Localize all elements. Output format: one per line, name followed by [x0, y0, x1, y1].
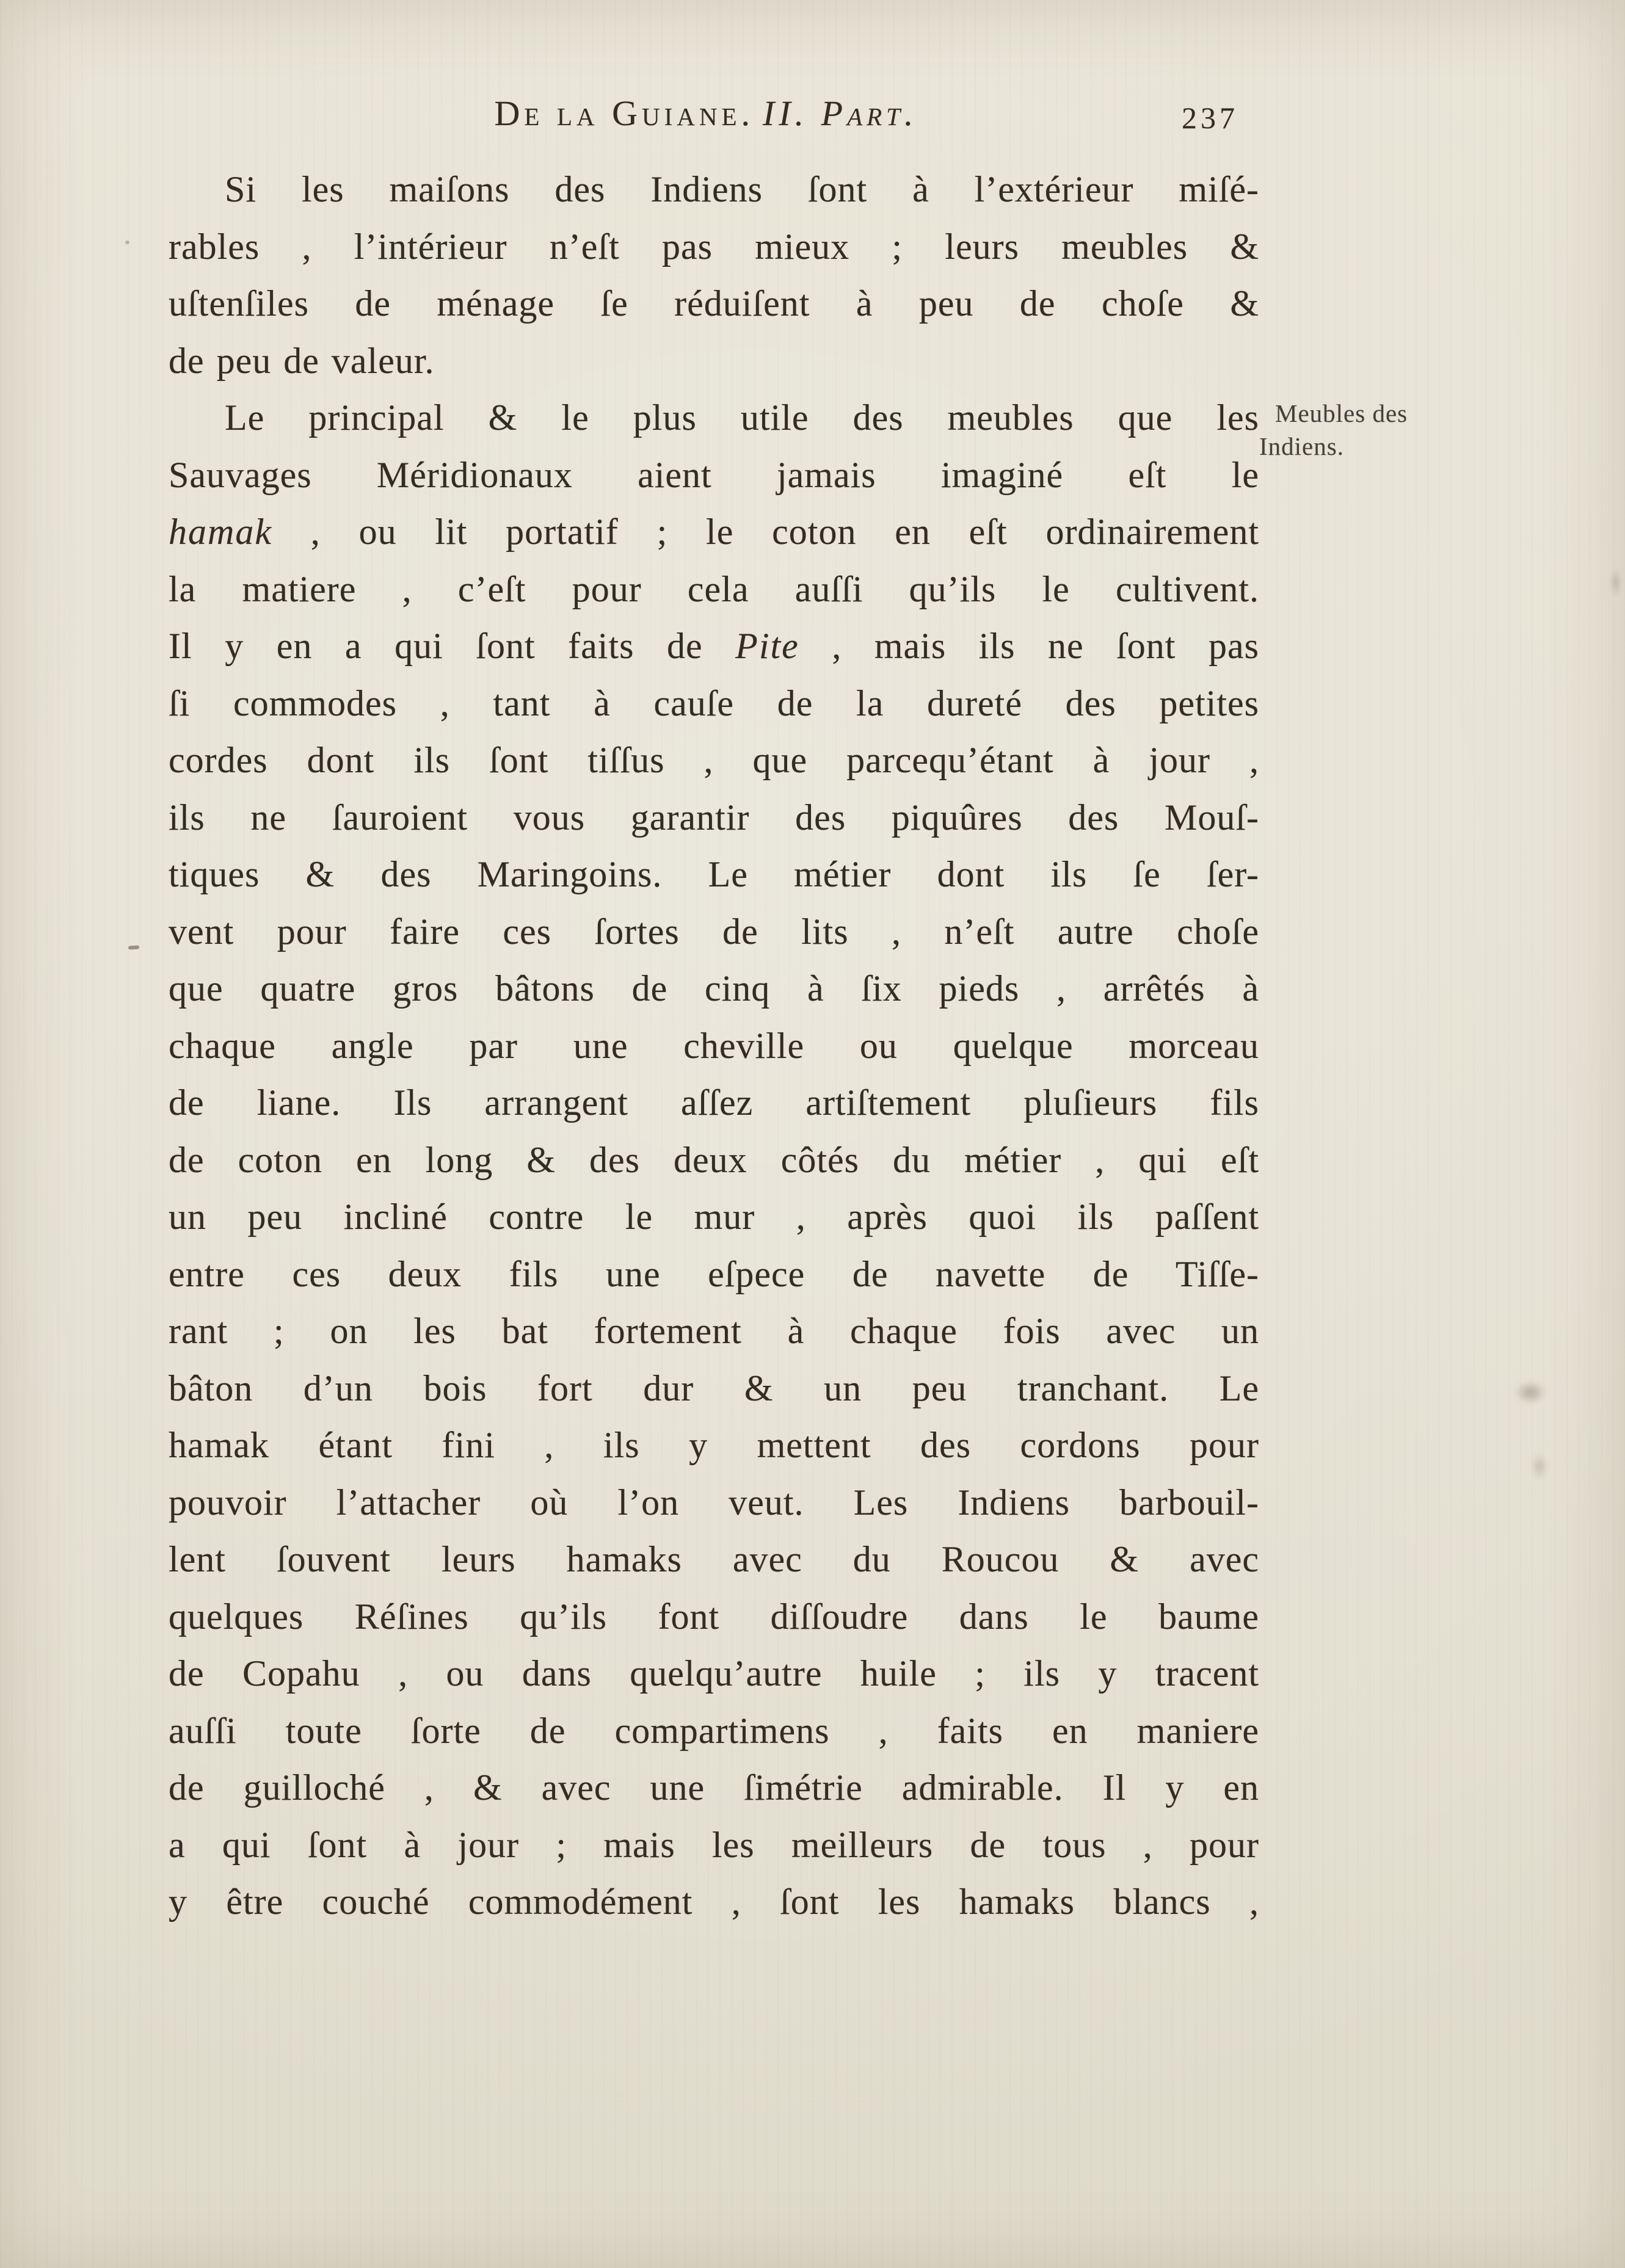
text-line	[169, 1703, 1259, 1760]
ink-speck	[128, 945, 139, 949]
text-line	[169, 1246, 1259, 1303]
margin-note-line: Meubles des	[1275, 399, 1408, 427]
text-line	[169, 1589, 1259, 1646]
text-line	[169, 333, 1259, 390]
text-line	[169, 960, 1259, 1018]
text-line	[169, 1303, 1259, 1360]
text-line	[169, 1417, 1259, 1474]
text-line	[169, 1132, 1259, 1189]
paper-smudge	[1532, 1453, 1547, 1480]
text-line	[169, 1759, 1259, 1817]
text-segment: y être couché commodément , ſont les hamaks blancs ,	[169, 1882, 1259, 1922]
text-segment: un peu incliné contre le mur , après quoi ils paſſent	[169, 1197, 1259, 1237]
text-segment: , mais ils ne ſont pas	[799, 626, 1259, 666]
text-segment: que quatre gros bâtons de cinq à ſix pieds , arrêtés à	[169, 968, 1259, 1009]
text-line	[169, 1874, 1259, 1931]
text-segment: de Copahu , ou dans quelqu’autre huile ; ils y tracent	[169, 1653, 1259, 1694]
text-segment: hamak étant fini , ils y mettent des cordons pour	[169, 1425, 1259, 1465]
text-line	[169, 561, 1259, 618]
text-segment: bâton d’un bois fort dur & un peu tranchant. Le	[169, 1368, 1259, 1408]
text-line	[169, 389, 1259, 447]
text-segment: entre ces deux fils une eſpece de navette de Tiſſe-	[169, 1253, 1259, 1294]
text-line	[169, 1474, 1259, 1532]
text-segment: quelques Réſines qu’ils font diſſoudre dans le baume	[169, 1596, 1259, 1637]
running-title-part: II. Part.	[763, 93, 918, 133]
text-segment: vent pour faire ces ſortes de lits , n’eſt autre choſe	[169, 911, 1259, 952]
text-line	[169, 1817, 1259, 1874]
text-line	[169, 1360, 1259, 1418]
text-segment: ils ne ſauroient vous garantir des piquûres des Mouſ-	[169, 797, 1259, 838]
text-segment: Il y en a qui ſont faits de	[169, 626, 736, 666]
margin-note	[1259, 397, 1519, 463]
text-segment: de liane. Ils arrangent aſſez artiſtement pluſieurs fils	[169, 1082, 1259, 1123]
text-segment: , ou lit portatif ; le coton en eſt ordinairement	[272, 512, 1259, 552]
text-line	[169, 846, 1259, 904]
text-line	[169, 1074, 1259, 1132]
text-line	[169, 904, 1259, 961]
text-line	[169, 447, 1259, 504]
paper-smudge	[1514, 1381, 1546, 1404]
text-line	[169, 732, 1259, 789]
text-segment: Si les maiſons des Indiens ſont à l’extérieur miſé-	[225, 169, 1259, 209]
text-segment: de coton en long & des deux côtés du métier , qui eſt	[169, 1139, 1259, 1180]
text-line	[169, 219, 1259, 276]
text-segment: rables , l’intérieur n’eſt pas mieux ; leurs meubles &	[169, 226, 1259, 267]
text-segment: a qui ſont à jour ; mais les meilleurs de tous , pour	[169, 1824, 1259, 1865]
text-segment: rant ; on les bat fortement à chaque fois avec un	[169, 1311, 1259, 1351]
text-segment: la matiere , c’eſt pour cela auſſi qu’ils le cultivent.	[169, 568, 1259, 609]
paragraph	[169, 389, 1259, 1931]
ink-speck	[125, 241, 129, 244]
margin-note-line: Indiens.	[1259, 432, 1344, 460]
paper-smudge	[1610, 568, 1622, 597]
text-segment: ſi commodes , tant à cauſe de la dureté des petites	[169, 683, 1259, 723]
italic-text: hamak	[169, 512, 272, 552]
text-line	[169, 618, 1259, 675]
text-segment: tiques & des Maringoins. Le métier dont ils ſe ſer-	[169, 854, 1259, 894]
text-segment: cordes dont ils ſont tiſſus , que parcequ’étant à jour ,	[169, 740, 1259, 780]
text-line	[169, 504, 1259, 561]
text-segment: Le principal & le plus utile des meubles que les	[225, 397, 1259, 438]
paragraph	[169, 161, 1259, 389]
page-number: 237	[1182, 101, 1238, 135]
text-line	[169, 161, 1259, 219]
text-line	[169, 1645, 1259, 1703]
text-segment: uſtenſiles de ménage ſe réduiſent à peu de choſe &	[169, 283, 1259, 324]
text-segment: de guilloché , & avec une ſimétrie admirable. Il y en	[169, 1767, 1259, 1808]
text-line	[169, 1018, 1259, 1075]
italic-text: Pite	[735, 626, 799, 666]
text-line	[169, 1531, 1259, 1589]
text-line	[169, 275, 1259, 333]
text-segment: lent ſouvent leurs hamaks avec du Roucou & avec	[169, 1539, 1259, 1579]
text-line	[169, 789, 1259, 847]
text-line	[169, 675, 1259, 733]
text-segment: auſſi toute ſorte de compartimens , faits en maniere	[169, 1710, 1259, 1751]
text-segment: pouvoir l’attacher où l’on veut. Les Indiens barbouil-	[169, 1482, 1259, 1523]
text-segment: chaque angle par une cheville ou quelque morceau	[169, 1025, 1259, 1066]
text-line	[169, 1189, 1259, 1246]
body-text	[169, 0, 1259, 1931]
text-segment: Sauvages Méridionaux aient jamais imaginé eſt le	[169, 454, 1259, 495]
text-segment: de peu de valeur.	[169, 340, 435, 381]
running-title-main: De la Guiane.	[494, 93, 755, 133]
